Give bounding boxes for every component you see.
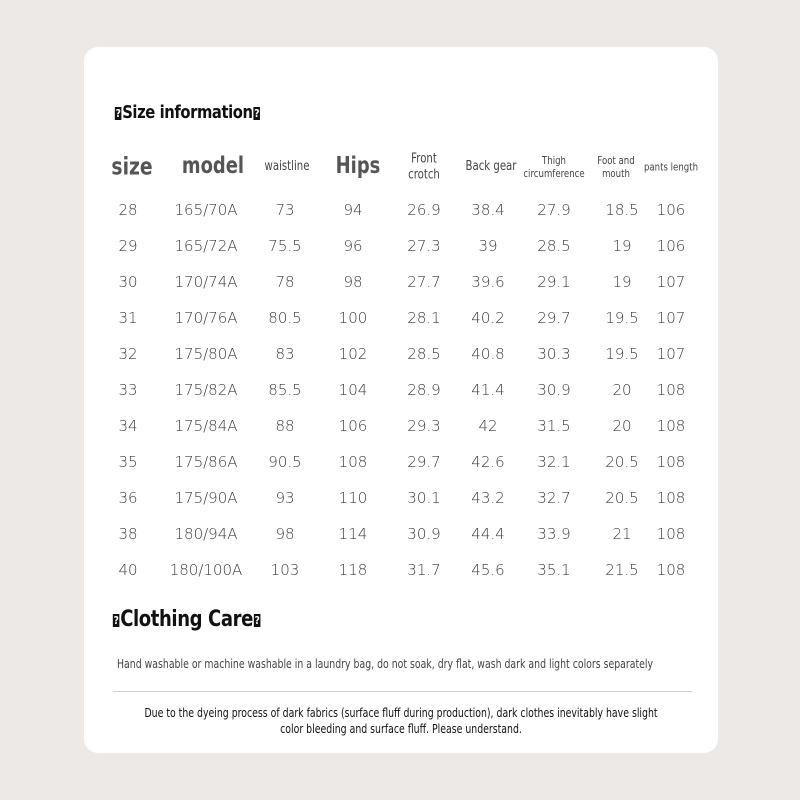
size-information-title-text: Size information — [122, 102, 253, 123]
cell-foot-mouth: 20 — [612, 417, 632, 435]
cell-thigh: 30.9 — [537, 381, 571, 399]
cell-foot-mouth: 20 — [612, 381, 632, 399]
cell-front-crotch: 26.9 — [407, 201, 441, 219]
cell-thigh: 32.7 — [537, 489, 571, 507]
cell-model: 170/76A — [174, 309, 238, 327]
cell-model: 165/70A — [174, 201, 238, 219]
cell-foot-mouth: 19.5 — [605, 309, 639, 327]
table-row — [84, 264, 718, 300]
cell-model: 175/86A — [174, 453, 238, 471]
color-bleeding-notice: Due to the dyeing process of dark fabrics (surface fluff during production), dark clothes inevitably have slight color bleeding and surface fluff. Please understand. — [144, 706, 658, 736]
header-line: Foot and — [597, 153, 635, 167]
cell-size: 30 — [118, 273, 138, 291]
table-row — [84, 516, 718, 552]
cell-thigh: 31.5 — [537, 417, 571, 435]
missing-glyph-icon: ? — [254, 106, 260, 120]
cell-size: 29 — [118, 237, 138, 255]
cell-front-crotch: 29.7 — [407, 453, 441, 471]
cell-waistline: 85.5 — [268, 381, 302, 399]
cell-thigh: 29.1 — [537, 273, 571, 291]
cell-pants-length: 108 — [656, 453, 686, 471]
cell-pants-length: 106 — [656, 201, 686, 219]
cell-front-crotch: 29.3 — [407, 417, 441, 435]
cell-waistline: 83 — [275, 345, 295, 363]
cell-hips: 108 — [338, 453, 368, 471]
cell-pants-length: 107 — [656, 345, 686, 363]
cell-hips: 110 — [338, 489, 368, 507]
header-line: Thigh — [542, 153, 566, 167]
cell-hips: 118 — [338, 561, 368, 579]
cell-back-gear: 43.2 — [471, 489, 505, 507]
cell-back-gear: 38.4 — [471, 201, 505, 219]
column-header-size: size — [111, 152, 153, 181]
cell-model: 180/94A — [174, 525, 238, 543]
cell-foot-mouth: 21 — [612, 525, 632, 543]
cell-pants-length: 108 — [656, 417, 686, 435]
cell-hips: 104 — [338, 381, 368, 399]
cell-foot-mouth: 18.5 — [605, 201, 639, 219]
cell-hips: 94 — [343, 201, 363, 219]
missing-glyph-icon: ? — [115, 106, 121, 120]
size-chart-card — [84, 47, 718, 753]
cell-back-gear: 42 — [478, 417, 498, 435]
care-instructions: Hand washable or machine washable in a laundry bag, do not soak, dry flat, wash dark and light colors separately — [117, 657, 654, 671]
table-row — [84, 192, 718, 228]
cell-waistline: 98 — [275, 525, 295, 543]
table-row — [84, 228, 718, 264]
table-row — [84, 408, 718, 444]
column-header-model: model — [181, 153, 245, 180]
cell-back-gear: 42.6 — [471, 453, 505, 471]
cell-waistline: 75.5 — [268, 237, 302, 255]
column-header-back-gear: Back gear — [465, 159, 517, 175]
cell-hips: 96 — [343, 237, 363, 255]
cell-pants-length: 108 — [656, 525, 686, 543]
cell-waistline: 80.5 — [268, 309, 302, 327]
cell-back-gear: 41.4 — [471, 381, 505, 399]
table-header-row — [84, 142, 718, 192]
table-row — [84, 480, 718, 516]
cell-pants-length: 108 — [656, 561, 686, 579]
cell-waistline: 103 — [270, 561, 300, 579]
cell-waistline: 78 — [275, 273, 295, 291]
cell-model: 175/90A — [174, 489, 238, 507]
missing-glyph-icon: ? — [254, 613, 260, 627]
column-header-hips: Hips — [335, 153, 381, 180]
cell-front-crotch: 30.9 — [407, 525, 441, 543]
cell-waistline: 73 — [275, 201, 295, 219]
cell-pants-length: 107 — [656, 273, 686, 291]
cell-size: 35 — [118, 453, 138, 471]
cell-size: 40 — [118, 561, 138, 579]
cell-front-crotch: 28.9 — [407, 381, 441, 399]
table-row — [84, 336, 718, 372]
table-row — [84, 300, 718, 336]
cell-size: 28 — [118, 201, 138, 219]
cell-thigh: 30.3 — [537, 345, 571, 363]
column-header-thigh-circumference — [523, 154, 584, 180]
cell-size: 33 — [118, 381, 138, 399]
cell-pants-length: 108 — [656, 489, 686, 507]
cell-thigh: 27.9 — [537, 201, 571, 219]
cell-foot-mouth: 21.5 — [605, 561, 639, 579]
cell-model: 170/74A — [174, 273, 238, 291]
table-row — [84, 552, 718, 588]
divider — [113, 691, 692, 692]
cell-size: 32 — [118, 345, 138, 363]
cell-back-gear: 39 — [478, 237, 498, 255]
cell-front-crotch: 31.7 — [407, 561, 441, 579]
cell-pants-length: 106 — [656, 237, 686, 255]
cell-thigh: 32.1 — [537, 453, 571, 471]
cell-back-gear: 39.6 — [471, 273, 505, 291]
cell-hips: 114 — [338, 525, 368, 543]
cell-waistline: 93 — [275, 489, 295, 507]
column-header-foot-and-mouth — [597, 154, 634, 180]
cell-back-gear: 40.8 — [471, 345, 505, 363]
cell-pants-length: 107 — [656, 309, 686, 327]
missing-glyph-icon: ? — [113, 613, 119, 627]
cell-model: 175/84A — [174, 417, 238, 435]
table-row — [84, 372, 718, 408]
cell-back-gear: 40.2 — [471, 309, 505, 327]
cell-waistline: 88 — [275, 417, 295, 435]
size-information-title — [114, 102, 261, 123]
header-line: Front — [411, 151, 437, 167]
cell-foot-mouth: 19 — [612, 237, 632, 255]
cell-foot-mouth: 19.5 — [605, 345, 639, 363]
cell-thigh: 33.9 — [537, 525, 571, 543]
column-header-pants-length: pants length — [643, 160, 699, 174]
column-header-waistline: waistline — [264, 159, 310, 175]
cell-thigh: 29.7 — [537, 309, 571, 327]
clothing-care-title-text: Clothing Care — [120, 607, 253, 632]
cell-size: 36 — [118, 489, 138, 507]
cell-pants-length: 108 — [656, 381, 686, 399]
column-header-front-crotch — [408, 151, 440, 182]
cell-foot-mouth: 19 — [612, 273, 632, 291]
cell-thigh: 35.1 — [537, 561, 571, 579]
cell-model: 175/80A — [174, 345, 238, 363]
cell-model: 180/100A — [169, 561, 243, 579]
cell-model: 165/72A — [174, 237, 238, 255]
header-line: crotch — [408, 167, 440, 182]
cell-back-gear: 44.4 — [471, 525, 505, 543]
cell-back-gear: 45.6 — [471, 561, 505, 579]
cell-size: 31 — [118, 309, 138, 327]
cell-waistline: 90.5 — [268, 453, 302, 471]
cell-hips: 100 — [338, 309, 368, 327]
cell-model: 175/82A — [174, 381, 238, 399]
clothing-care-title — [112, 607, 261, 632]
cell-hips: 98 — [343, 273, 363, 291]
cell-front-crotch: 28.5 — [407, 345, 441, 363]
cell-front-crotch: 27.3 — [407, 237, 441, 255]
table-row — [84, 444, 718, 480]
cell-hips: 106 — [338, 417, 368, 435]
cell-thigh: 28.5 — [537, 237, 571, 255]
cell-foot-mouth: 20.5 — [605, 489, 639, 507]
cell-foot-mouth: 20.5 — [605, 453, 639, 471]
cell-front-crotch: 28.1 — [407, 309, 441, 327]
cell-size: 34 — [118, 417, 138, 435]
cell-hips: 102 — [338, 345, 368, 363]
header-line: mouth — [602, 167, 630, 180]
cell-size: 38 — [118, 525, 138, 543]
cell-front-crotch: 27.7 — [407, 273, 441, 291]
cell-front-crotch: 30.1 — [407, 489, 441, 507]
header-line: circumference — [523, 167, 585, 180]
